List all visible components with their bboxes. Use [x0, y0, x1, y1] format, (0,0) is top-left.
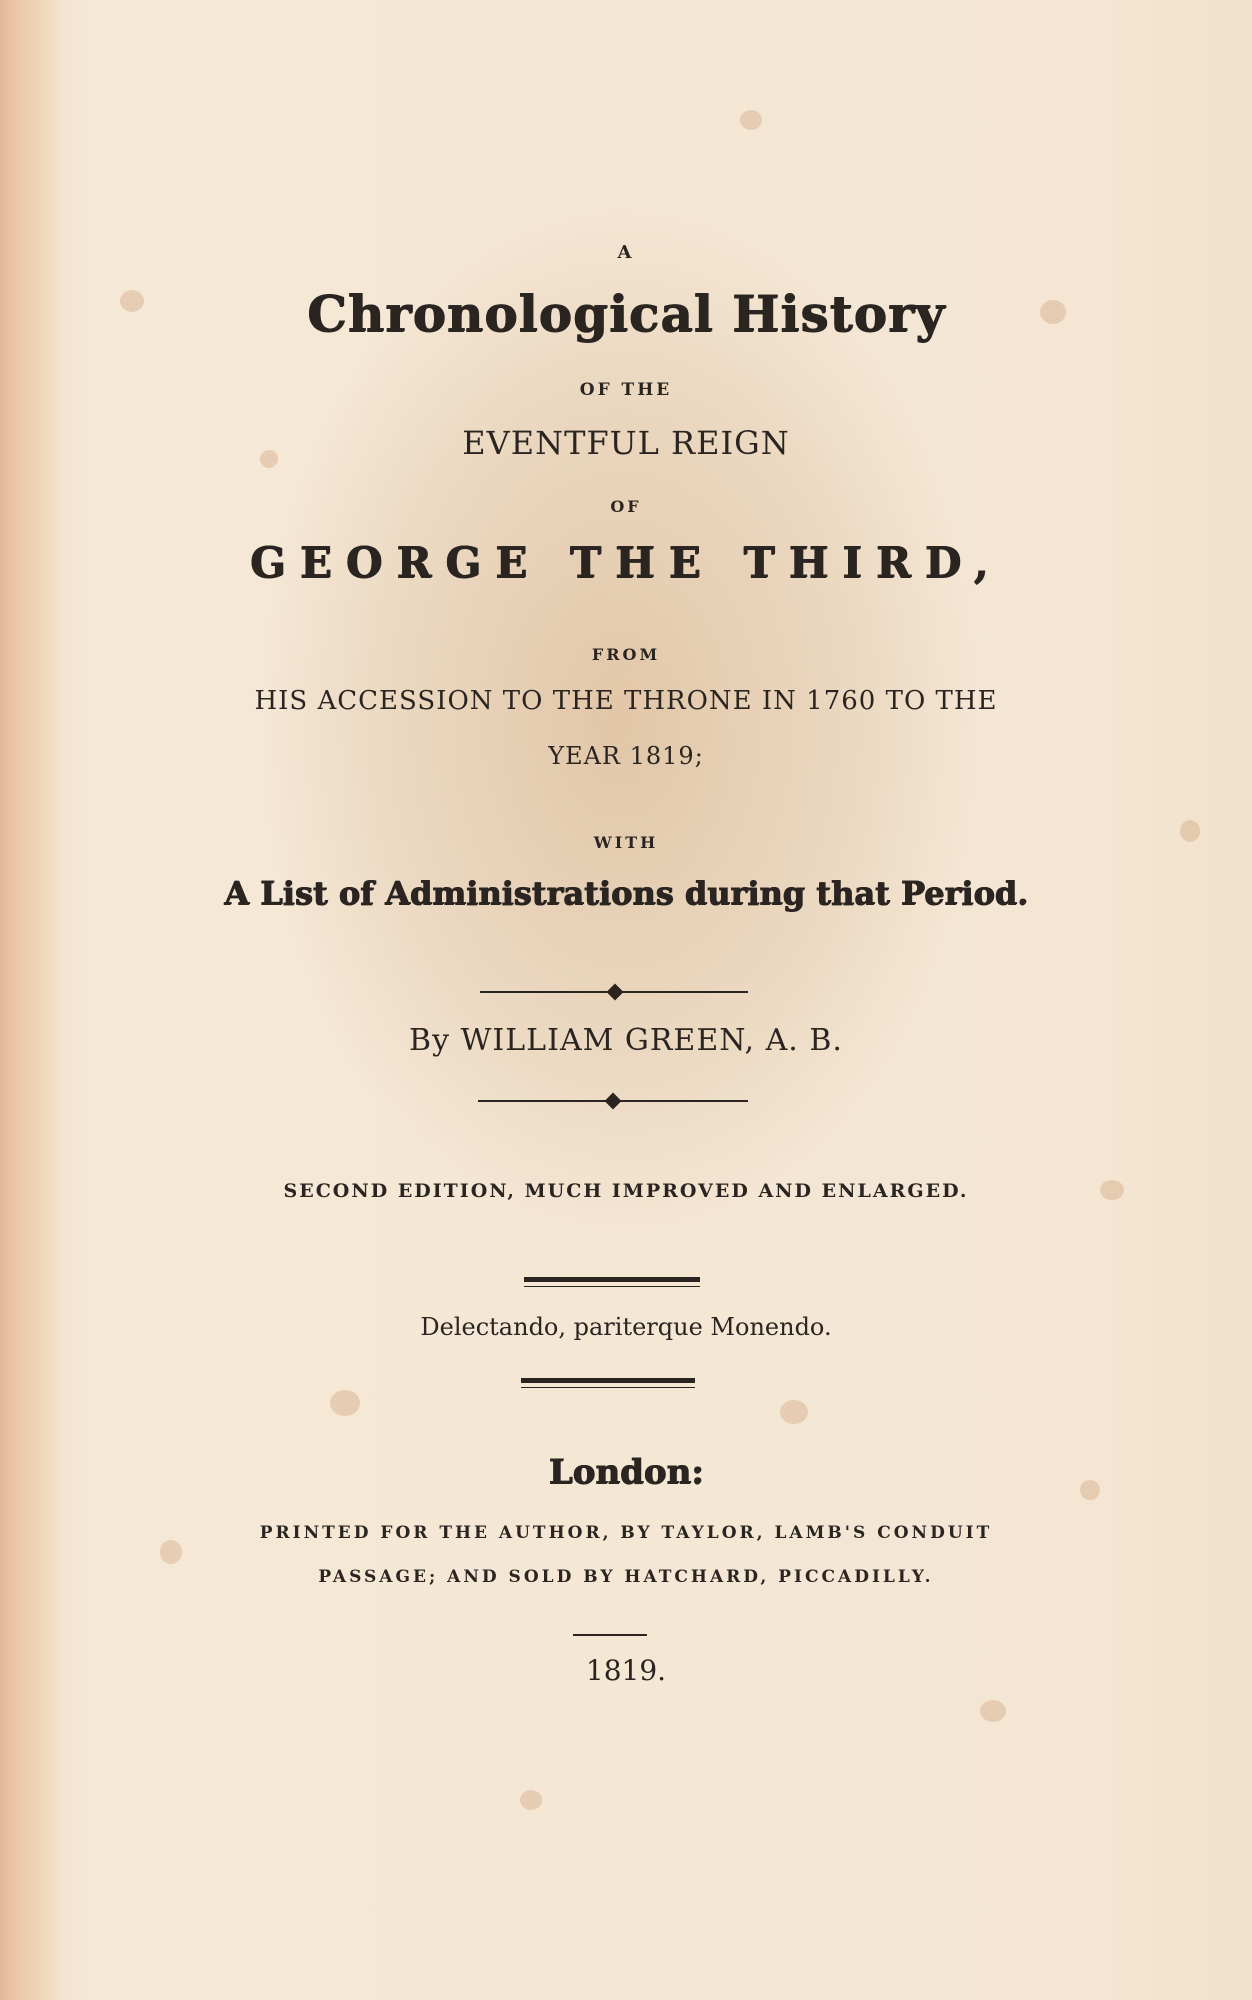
- imprint-line-2: PASSAGE; AND SOLD BY HATCHARD, PICCADILLY.: [318, 1567, 934, 1587]
- double-rule-thin: [524, 1286, 700, 1287]
- motto: Delectando, pariterque Monendo.: [420, 1313, 832, 1341]
- foxing-spot: [520, 1790, 542, 1810]
- double-rule-thin: [521, 1387, 695, 1388]
- main-title: Chronological History: [306, 284, 946, 343]
- king-name: GEORGE THE THIRD,: [249, 538, 1003, 587]
- of-the-label: OF THE: [579, 380, 673, 400]
- foxing-spot: [160, 1540, 182, 1564]
- year: 1819.: [585, 1654, 667, 1687]
- double-rule-thick: [524, 1277, 700, 1282]
- period-line-1: HIS ACCESSION TO THE THRONE IN 1760 TO THE: [254, 686, 998, 716]
- subtitle: A List of Administrations during that Period.: [223, 874, 1029, 912]
- year-rule: [573, 1634, 647, 1636]
- author: By WILLIAM GREEN, A. B.: [409, 1023, 843, 1058]
- place: London:: [548, 1452, 704, 1492]
- ornament-diamond: [607, 984, 624, 1001]
- imprint-line-1: PRINTED FOR THE AUTHOR, BY TAYLOR, LAMB'S CONDUIT: [259, 1523, 993, 1543]
- edition: SECOND EDITION, MUCH IMPROVED AND ENLARGED.: [283, 1180, 969, 1202]
- foxing-spot: [330, 1390, 360, 1416]
- double-rule-thick: [521, 1378, 695, 1383]
- from-label: FROM: [591, 645, 661, 664]
- foxing-spot: [780, 1400, 808, 1424]
- with-label: WITH: [593, 833, 659, 852]
- period-line-2: YEAR 1819;: [548, 742, 704, 770]
- of-label: OF: [610, 497, 642, 516]
- foxing-spot: [740, 110, 762, 130]
- ornament-diamond: [605, 1093, 622, 1110]
- eventful-reign: EVENTFUL REIGN: [462, 424, 790, 462]
- title-article: A: [617, 242, 635, 263]
- foxing-spot: [980, 1700, 1006, 1722]
